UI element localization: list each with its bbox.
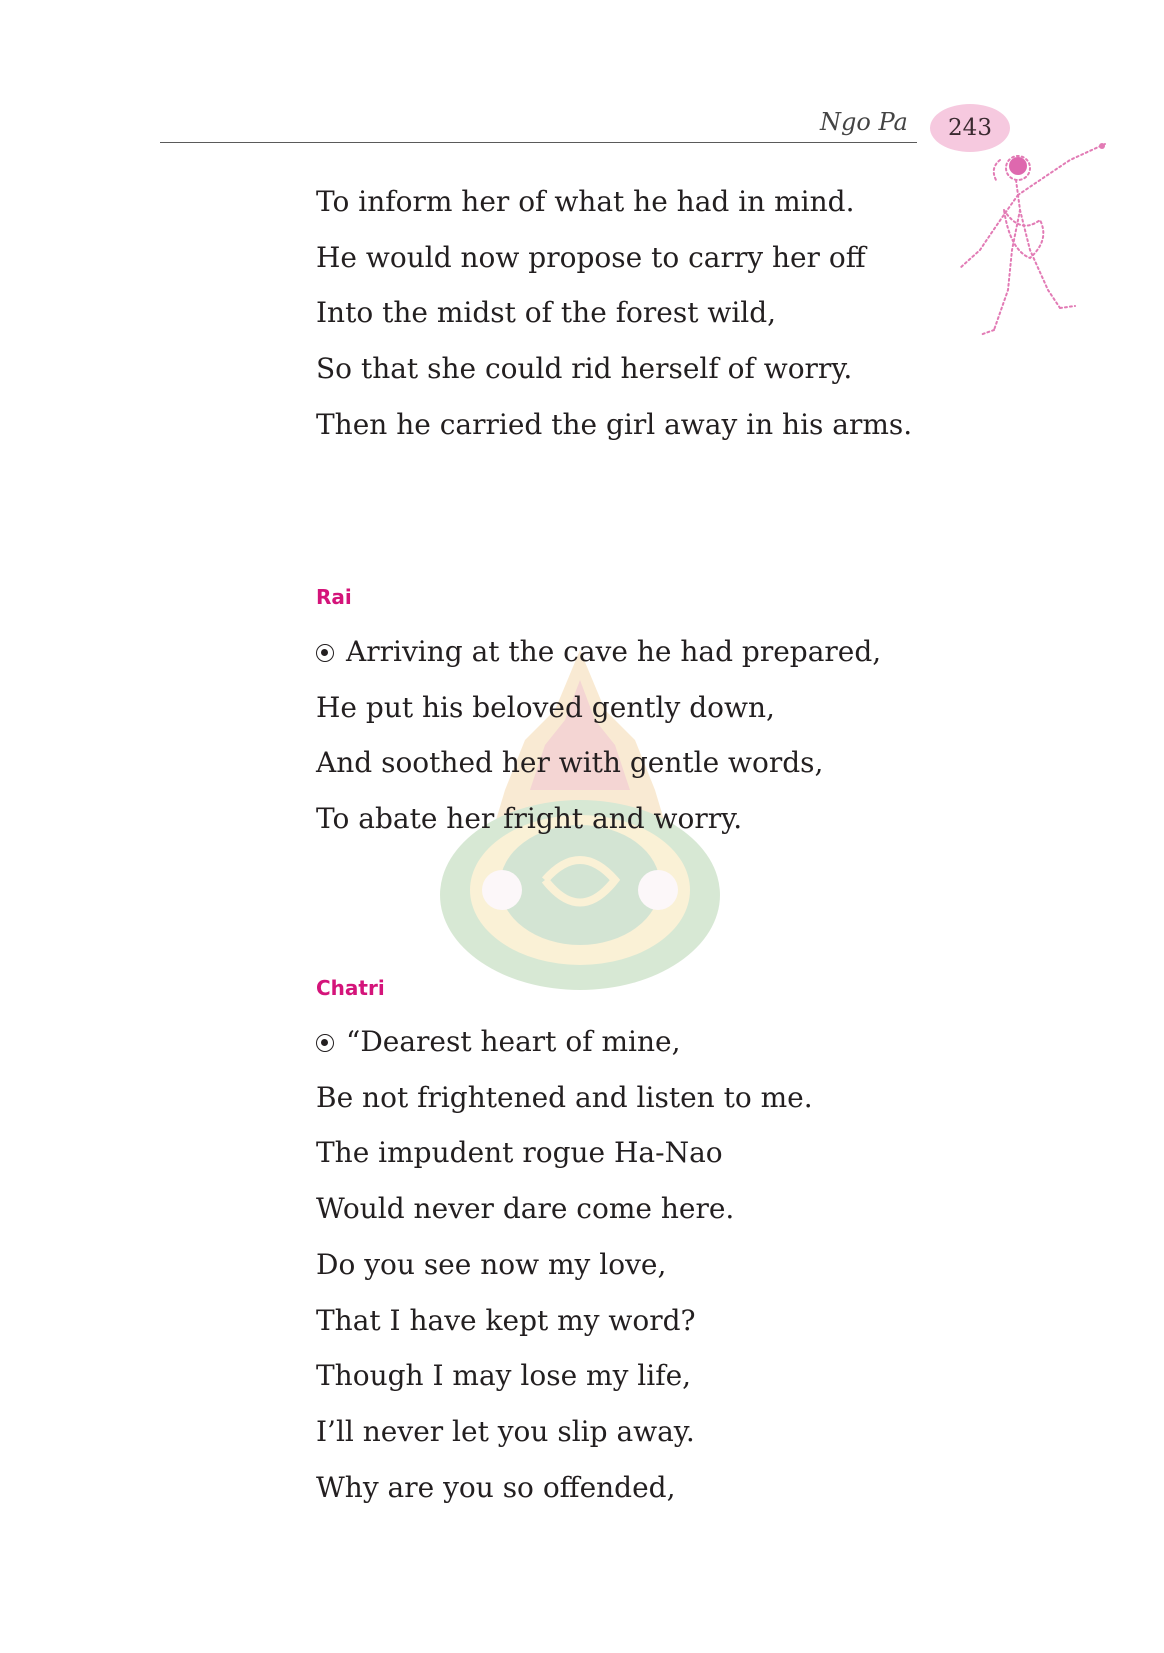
verse-block-rai bbox=[316, 624, 881, 847]
verse-line: He put his beloved gently down, bbox=[316, 690, 775, 724]
verse-line: The impudent rogue Ha-Nao bbox=[316, 1136, 723, 1170]
verse-line bbox=[316, 1014, 813, 1070]
verse-block-continuation bbox=[316, 174, 912, 453]
verse-line: That I have kept my word? bbox=[316, 1303, 696, 1337]
verse-block-chatri bbox=[316, 1014, 813, 1515]
verse-line: To abate her fright and worry. bbox=[316, 802, 743, 836]
header-rule bbox=[160, 142, 917, 143]
verse-line: Be not frightened and listen to me. bbox=[316, 1080, 813, 1114]
verse-line: Into the midst of the forest wild, bbox=[316, 296, 777, 330]
verse-line-text: “Dearest heart of mine, bbox=[346, 1025, 681, 1058]
verse-line: To inform her of what he had in mind. bbox=[316, 185, 855, 218]
verse-line: Though I may lose my life, bbox=[316, 1359, 692, 1393]
section-label-chatri: Chatri bbox=[316, 976, 385, 1000]
verse-line: I’ll never let you slip away. bbox=[316, 1414, 695, 1448]
verse-line: So that she could rid herself of worry. bbox=[316, 352, 853, 386]
section-label-rai: Rai bbox=[316, 585, 352, 609]
verse-line-text: Arriving at the cave he had prepared, bbox=[346, 635, 882, 668]
verse-line: Why are you so offended, bbox=[316, 1470, 676, 1504]
verse-line: He would now propose to carry her off bbox=[316, 240, 866, 274]
page-number: 243 bbox=[948, 115, 992, 141]
verse-line: Would never dare come here. bbox=[316, 1192, 735, 1226]
verse-line: And soothed her with gentle words, bbox=[316, 746, 824, 780]
verse-line: Do you see now my love, bbox=[316, 1247, 667, 1281]
dancer-illustration bbox=[960, 140, 1120, 350]
circled-dot-icon bbox=[316, 644, 334, 662]
verse-line bbox=[316, 624, 881, 680]
running-title: Ngo Pa bbox=[820, 108, 908, 136]
circled-dot-icon bbox=[316, 1034, 334, 1052]
verse-line: Then he carried the girl away in his arms. bbox=[316, 407, 913, 441]
